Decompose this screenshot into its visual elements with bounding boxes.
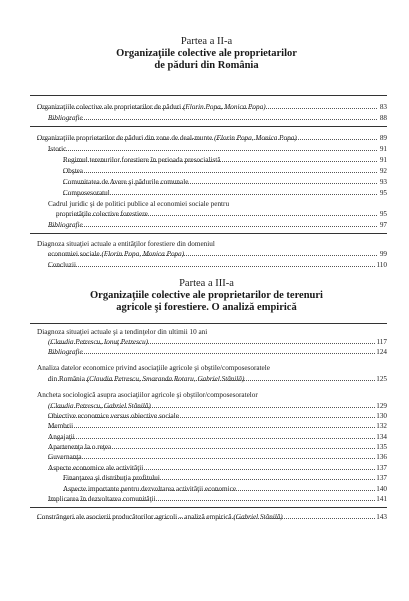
page-number: 99 bbox=[379, 250, 387, 258]
toc-entry-line2[interactable]: proprietăţile colective forestiere 95 bbox=[56, 210, 387, 218]
section-divider bbox=[30, 507, 387, 508]
page-number: 130 bbox=[376, 412, 387, 420]
section-divider bbox=[30, 126, 387, 127]
toc-entry[interactable]: Guvernanţa 136 bbox=[48, 453, 387, 461]
page-number: 125 bbox=[376, 375, 387, 383]
toc-entry-line1[interactable]: Diagnoza situaţiei actuale şi a tendinţelor din ultimii 10 ani bbox=[37, 328, 208, 336]
toc-entry-line1[interactable]: Analiza datelor economice privind asociaţiile agricole şi obştile/composesoratele bbox=[37, 364, 270, 372]
toc-entry-bibliography[interactable]: Bibliografie 88 bbox=[48, 114, 387, 122]
toc-entry-line2[interactable]: (Claudia Petrescu, Ionuţ Petrescu) 117 bbox=[48, 338, 387, 346]
dot-leader bbox=[48, 119, 377, 120]
dot-leader bbox=[48, 427, 377, 428]
toc-entry[interactable]: Obştea 92 bbox=[63, 167, 387, 175]
toc-entry-bibliography[interactable]: Bibliografie 124 bbox=[48, 348, 387, 356]
toc-entry-line2[interactable]: din România (Claudia Petrescu, Smaranda Rotaru, Gabriel Stănilă) 125 bbox=[48, 375, 387, 383]
section-divider bbox=[30, 95, 387, 96]
toc-entry[interactable]: Implicarea în dezvoltarea comunităţii 141 bbox=[48, 495, 387, 503]
page-number: 136 bbox=[376, 453, 387, 461]
part3-header bbox=[24, 278, 389, 314]
toc-entry[interactable]: Finanţarea şi distribuţia profitului 137 bbox=[63, 474, 387, 482]
part2-heading: Partea a II-a bbox=[180, 36, 233, 47]
toc-entry-bibliography[interactable]: Bibliografie 97 bbox=[48, 221, 387, 229]
page-number: 143 bbox=[376, 513, 387, 521]
page-number: 137 bbox=[376, 474, 387, 482]
dot-leader bbox=[48, 353, 377, 354]
section-divider bbox=[30, 233, 387, 234]
dot-leader bbox=[48, 407, 377, 408]
dot-leader bbox=[48, 380, 377, 381]
dot-leader bbox=[37, 139, 377, 140]
dot-leader bbox=[63, 194, 377, 195]
dot-leader bbox=[48, 226, 377, 227]
dot-leader bbox=[48, 438, 377, 439]
section-divider bbox=[30, 323, 387, 324]
part3-title-line1: Organizaţiile colective ale proprietarilor de terenuri bbox=[90, 290, 323, 301]
dot-leader bbox=[63, 183, 377, 184]
page-number: 97 bbox=[379, 221, 387, 229]
dot-leader bbox=[48, 417, 377, 418]
page-number: 129 bbox=[376, 402, 387, 410]
dot-leader bbox=[48, 266, 377, 267]
toc-entry[interactable]: Apartenenţa la o reţea 135 bbox=[48, 443, 387, 451]
dot-leader bbox=[48, 458, 377, 459]
toc-entry[interactable]: Organizaţiile colective ale proprietarilor de păduri (Florin Popa, Monica Popa) 83 bbox=[37, 103, 387, 111]
page-number: 93 bbox=[379, 178, 387, 186]
page-number: 91 bbox=[379, 145, 387, 153]
dot-leader bbox=[37, 518, 377, 519]
part3-title-line2: agricole şi forestiere. O analiză empirică bbox=[116, 302, 297, 313]
page-number: 95 bbox=[379, 210, 387, 218]
toc-entry[interactable]: Obiective economice versus obiective sociale 130 bbox=[48, 412, 387, 420]
toc-entry-line1[interactable]: Ancheta sociologică asupra asociaţiilor agricole şi obştilor/composesoratelor bbox=[37, 391, 258, 399]
page-number: 135 bbox=[376, 443, 387, 451]
part2-title-line1: Organizaţiile colective ale proprietarilor bbox=[116, 48, 297, 59]
toc-entry[interactable]: Angajaţii 134 bbox=[48, 433, 387, 441]
page-number: 117 bbox=[376, 338, 387, 346]
page-number: 92 bbox=[379, 167, 387, 175]
toc-entry-line1[interactable]: Diagnoza situaţiei actuale a entităţilor forestiere din domeniul bbox=[37, 240, 215, 248]
toc-entry[interactable]: Organizaţiile proprietarilor de păduri din zone de deal-munte (Florin Popa, Monica Popa) 89 bbox=[37, 134, 387, 142]
page-number: 137 bbox=[376, 464, 387, 472]
page-number: 110 bbox=[376, 261, 387, 269]
dot-leader bbox=[48, 500, 377, 501]
page-number: 83 bbox=[379, 103, 387, 111]
dot-leader bbox=[48, 469, 377, 470]
page-number: 141 bbox=[376, 495, 387, 503]
page-number: 95 bbox=[379, 189, 387, 197]
toc-entry[interactable]: Aspecte economice ale activităţii 137 bbox=[48, 464, 387, 472]
dot-leader bbox=[63, 479, 377, 480]
page-number: 88 bbox=[379, 114, 387, 122]
dot-leader bbox=[63, 490, 377, 491]
toc-entry-line2[interactable]: (Claudia Petrescu, Gabriel Stănilă) 129 bbox=[48, 402, 387, 410]
dot-leader bbox=[63, 161, 377, 162]
page-number: 134 bbox=[376, 433, 387, 441]
dot-leader bbox=[48, 448, 377, 449]
part2-header bbox=[24, 36, 389, 72]
dot-leader bbox=[48, 255, 377, 256]
part3-heading: Partea a III-a bbox=[179, 278, 234, 289]
page-number: 91 bbox=[379, 156, 387, 164]
page-number: 132 bbox=[376, 422, 387, 430]
page-number: 89 bbox=[379, 134, 387, 142]
toc-entry-line1[interactable]: Cadrul juridic şi de politici publice al economiei sociale pentru bbox=[48, 200, 230, 208]
dot-leader bbox=[63, 172, 377, 173]
dot-leader bbox=[56, 215, 377, 216]
page-number: 140 bbox=[376, 485, 387, 493]
toc-entry[interactable]: Comunitatea de Avere şi pădurile comunale 93 bbox=[63, 178, 387, 186]
toc-entry[interactable]: Aspecte importante pentru dezvoltarea activităţii economice 140 bbox=[63, 485, 387, 493]
toc-entry-line2[interactable]: economiei sociale (Florin Popa, Monica Popa) 99 bbox=[48, 250, 387, 258]
dot-leader bbox=[37, 108, 377, 109]
toc-entry[interactable]: Concluzii 110 bbox=[48, 261, 387, 269]
toc-entry[interactable]: Regimul terenurilor forestiere în perioada presocialistă 91 bbox=[63, 156, 387, 164]
toc-entry[interactable]: Constrângeri ale asocierii producătorilor agricoli – analiză empirică (Gabriel Stănilă) 143 bbox=[37, 513, 387, 521]
page-number: 124 bbox=[376, 348, 387, 356]
dot-leader bbox=[48, 150, 377, 151]
toc-entry[interactable]: Membrii 132 bbox=[48, 422, 387, 430]
toc-entry[interactable]: Istoric 91 bbox=[48, 145, 387, 153]
dot-leader bbox=[48, 343, 377, 344]
toc-entry[interactable]: Composesoratul 95 bbox=[63, 189, 387, 197]
part2-title-line2: de păduri din România bbox=[154, 60, 259, 71]
